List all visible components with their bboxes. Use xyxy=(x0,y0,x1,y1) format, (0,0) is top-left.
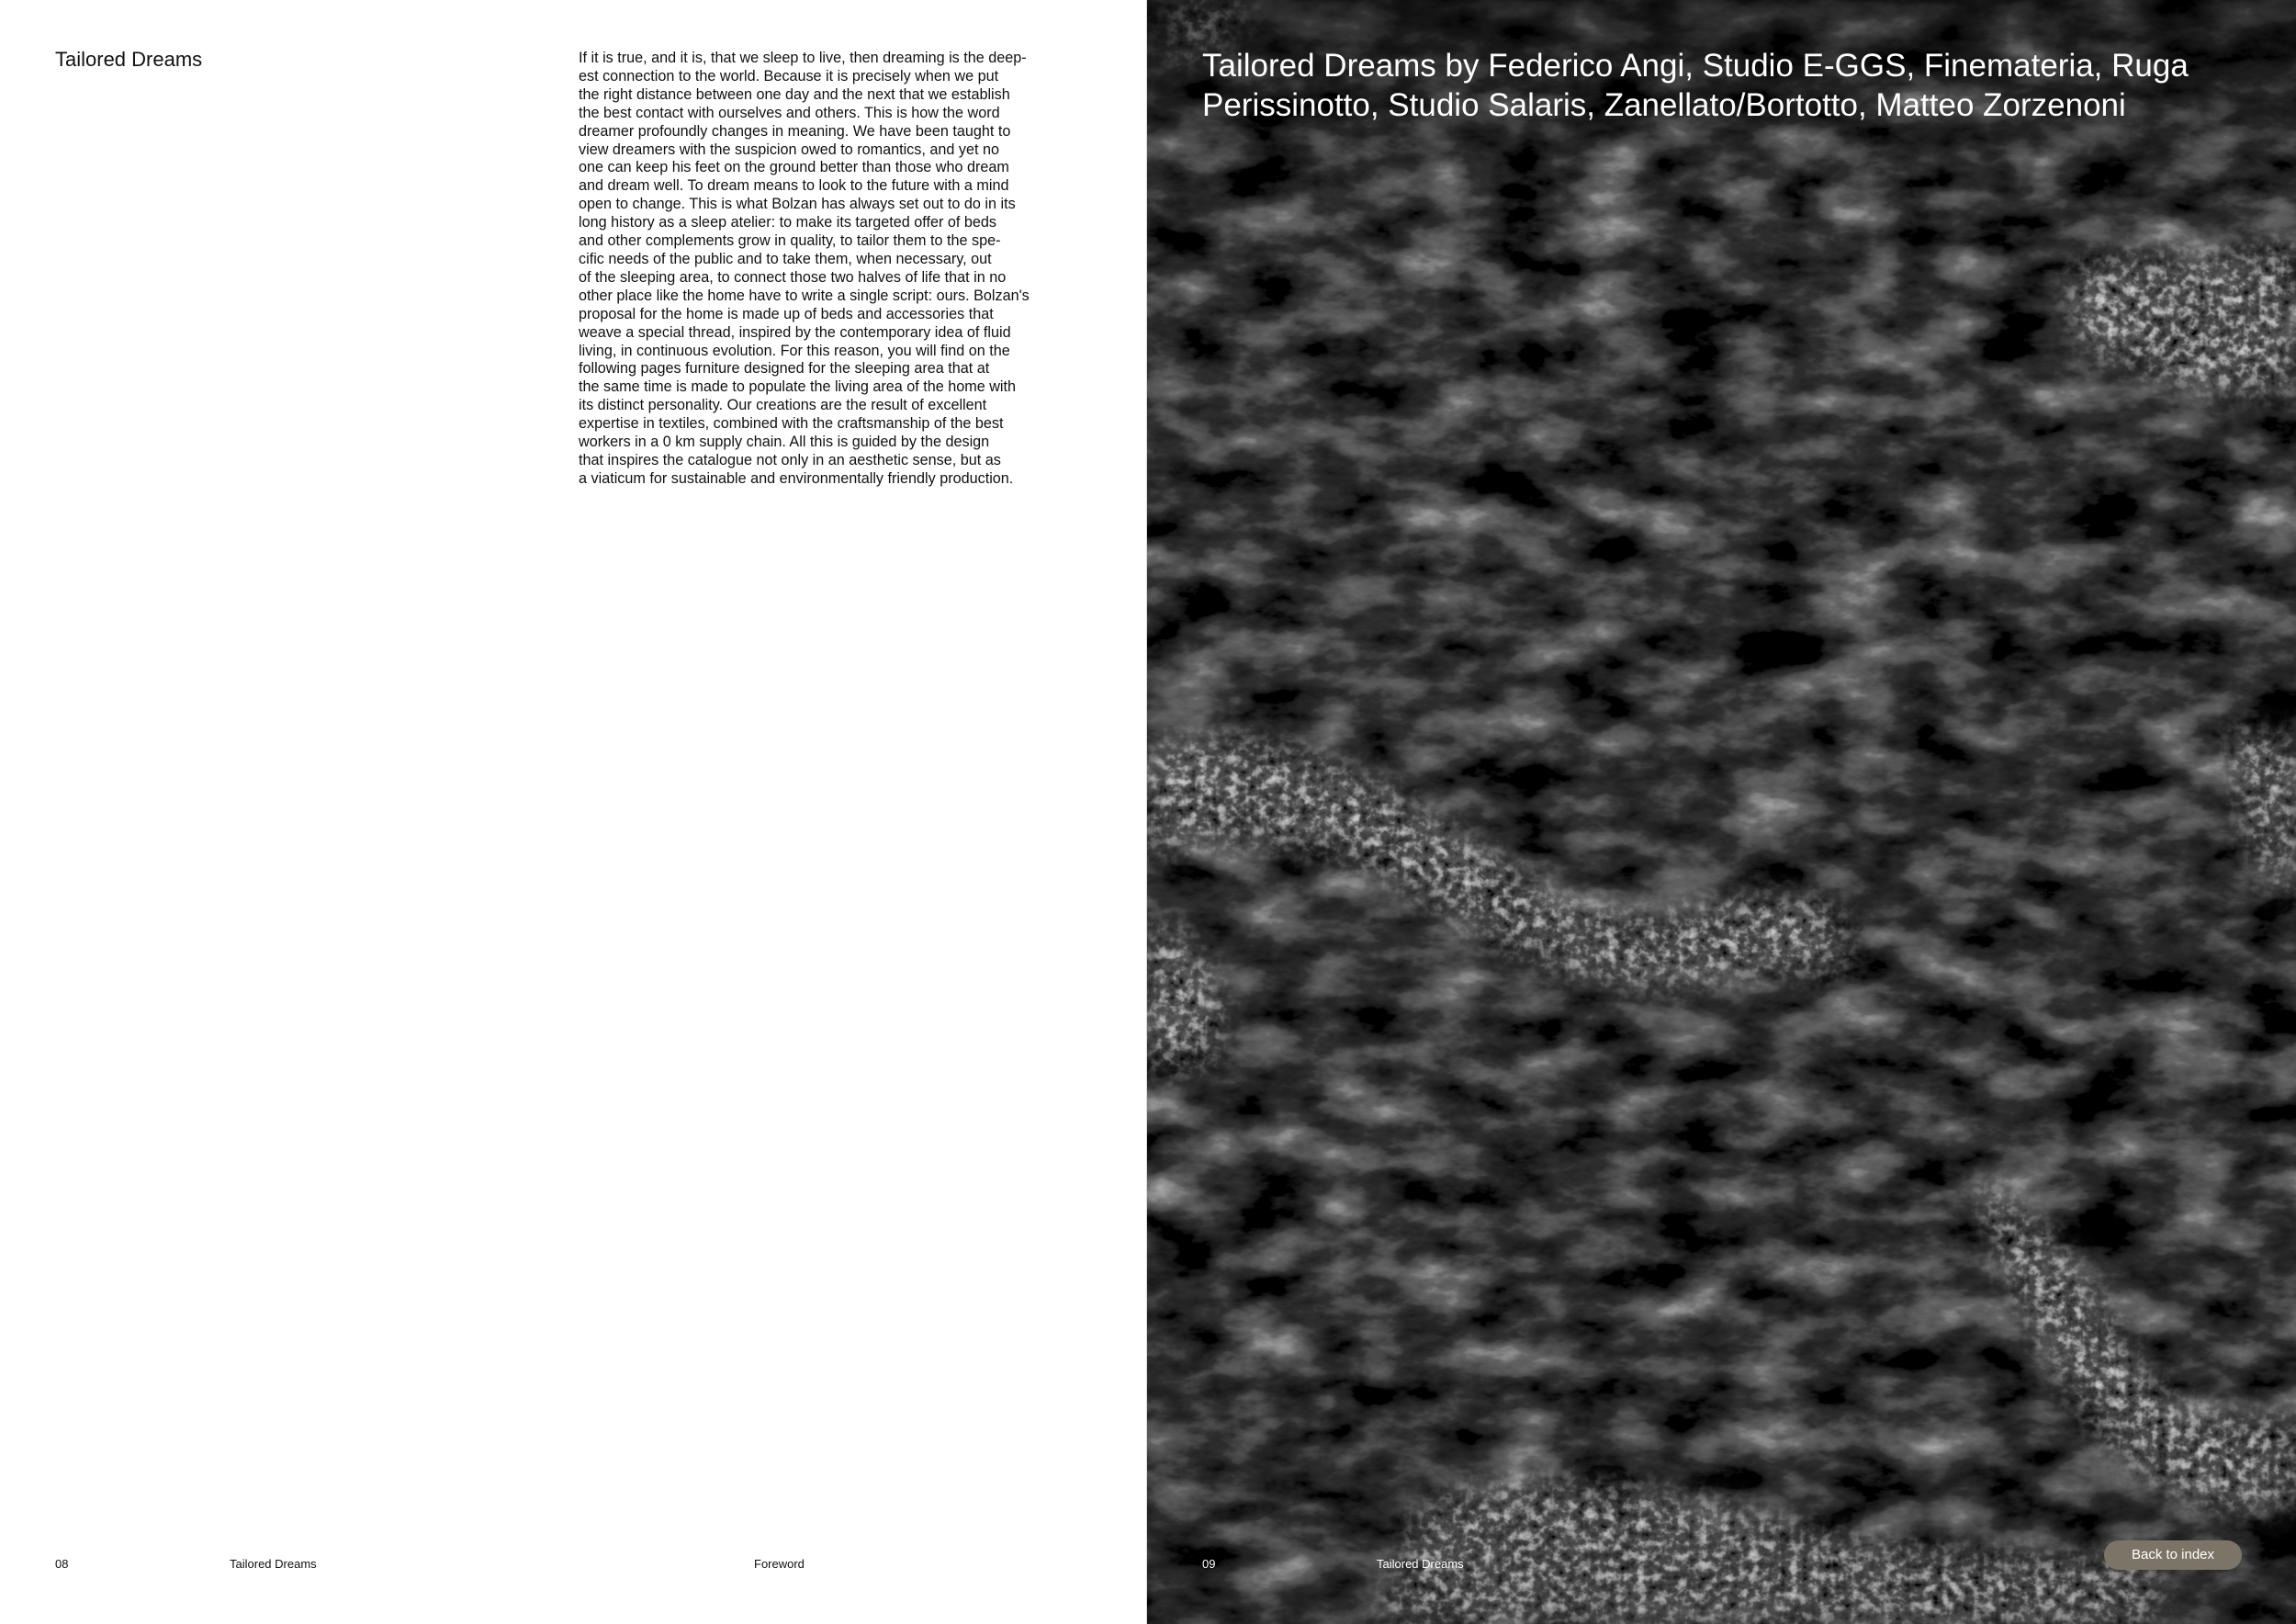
foreword-body-text: If it is true, and it is, that we sleep to live, then dreaming is the deep- est connection to the world. Because it is precisely when we put the right distance between one day and the next that we establish the best contact with ourselves and others. This is how the word dreamer profoundly changes in meaning. We have been taught to view dreamers with the suspicion owed to romantics, and yet no one can keep his feet on the ground better than those who dream and dream well. To dream means to look to the future with a mind open to change. This is what Bolzan has always set out to do in its long history as a sleep atelier: to make its targeted offer of beds and other complements grow in quality, to tailor them to the spe- cific needs of the public and to take them, when necessary, out of the sleeping area, to connect those two halves of life that in no other place like the home have to write a single script: ours. Bolzan's proposal for the home is made up of beds and accessories that weave a special thread, inspired by the contemporary idea of fluid living, in continuous evolution. For this reason, you will find on the following pages furniture designed for the sleeping area that at the same time is made to populate the living area of the home with its distinct personality. Our creations are the result of excellent expertise in textiles, combined with the craftsmanship of the best workers in a 0 km supply chain. All this is guided by the design that inspires the catalogue not only in an aesthetic sense, but as a viaticum for sustainable and environmentally friendly production. xyxy=(579,50,1030,487)
sea-waves-photo xyxy=(1147,0,2296,1624)
right-page xyxy=(1147,0,2296,1624)
back-to-index-button[interactable]: Back to index xyxy=(2104,1540,2242,1570)
running-title-left: Tailored Dreams xyxy=(230,1557,317,1571)
running-title-right: Tailored Dreams xyxy=(1377,1557,1464,1571)
page-number-left: 08 xyxy=(55,1557,69,1571)
left-page xyxy=(0,0,1147,1624)
section-label: Foreword xyxy=(754,1557,805,1571)
section-heading: Tailored Dreams xyxy=(55,48,203,71)
page-number-right: 09 xyxy=(1202,1557,1216,1571)
spread-title: Tailored Dreams by Federico Angi, Studio E-GGS, Finemateria, Ruga Perissinotto, Studio Salaris, Zanellato/Bortotto, Matteo Zorzenoni xyxy=(1202,48,2189,123)
